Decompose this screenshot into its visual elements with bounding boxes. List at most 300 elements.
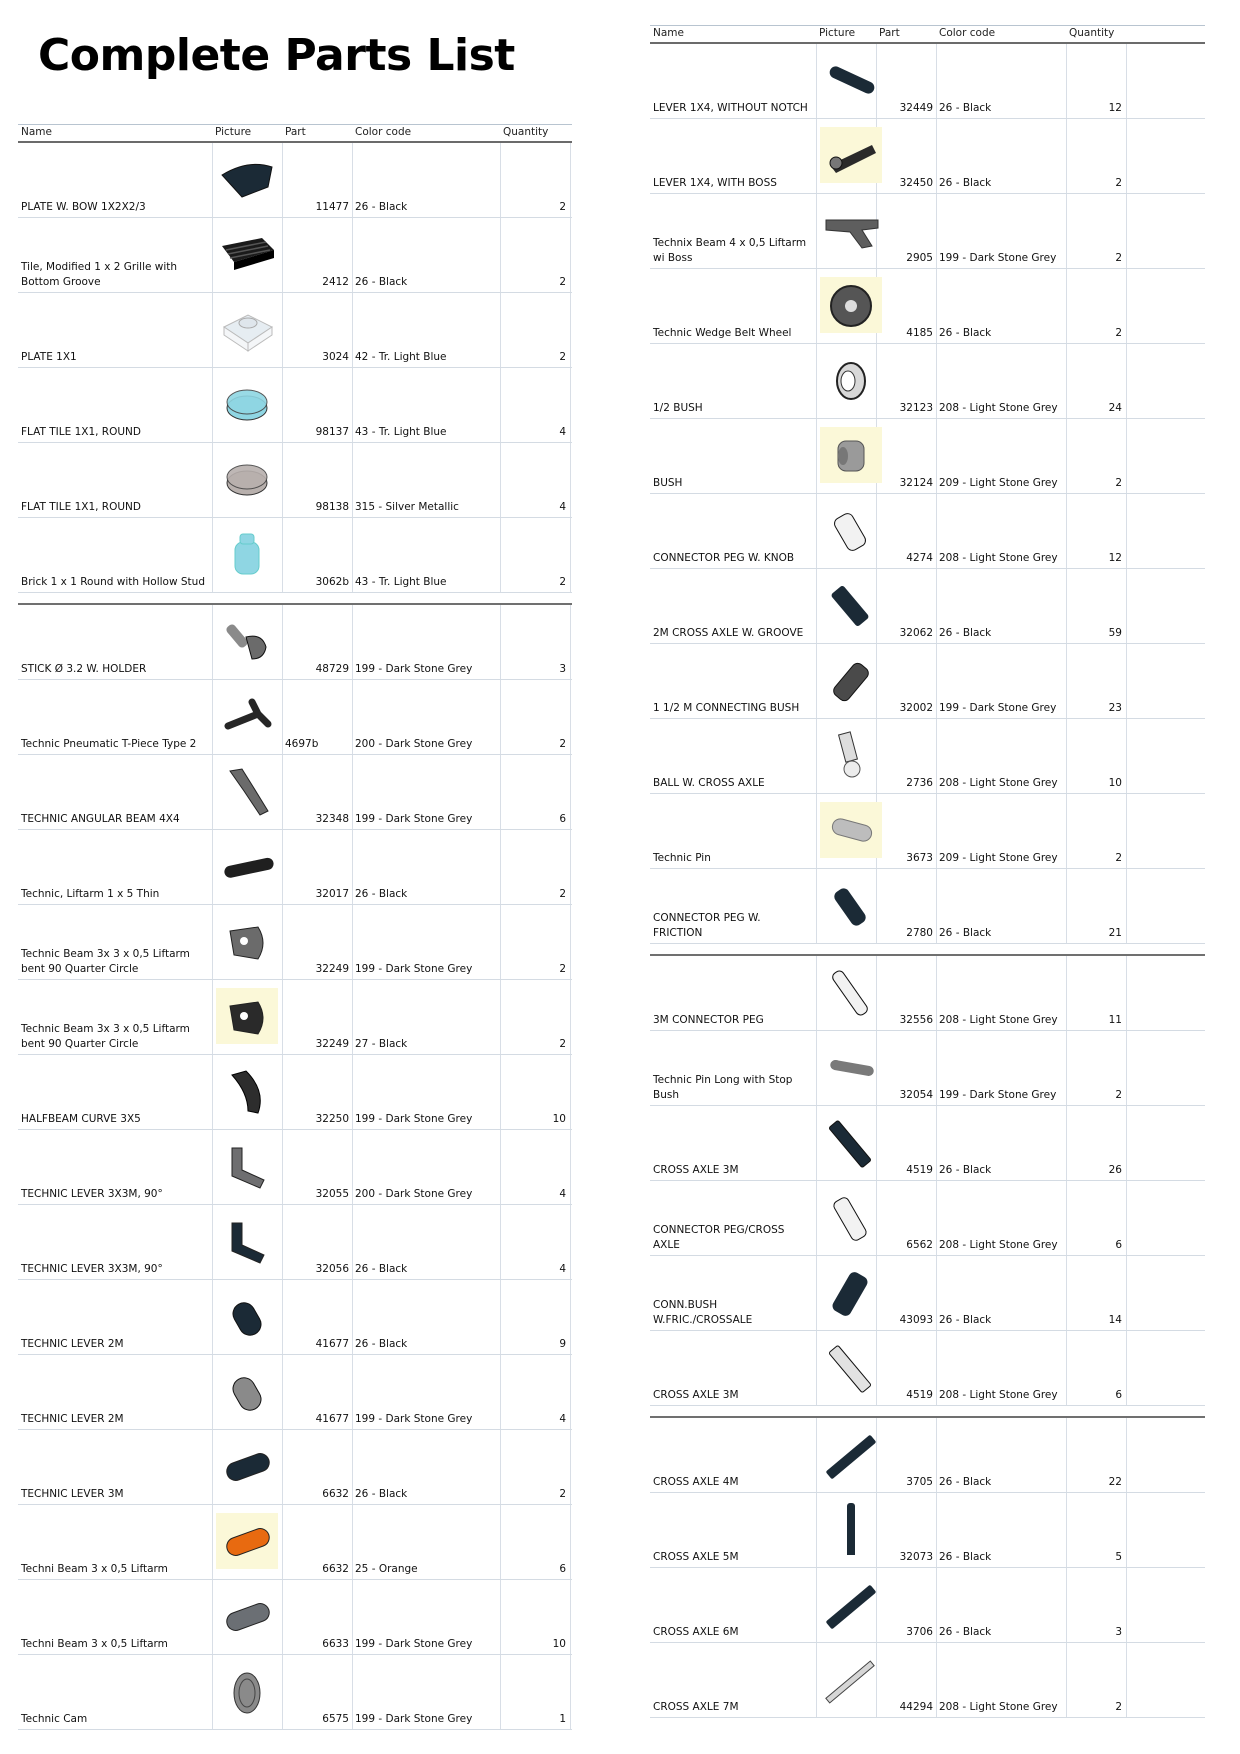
table-row: [650, 194, 1205, 269]
cell-divider: [352, 1055, 353, 1129]
column-header-part: Part: [879, 27, 900, 39]
t-piece-icon: [216, 688, 278, 744]
part-number: 32073: [899, 1551, 933, 1563]
quantity: 4: [559, 501, 566, 513]
part-name: 2M CROSS AXLE W. GROOVE: [653, 627, 804, 639]
axle-2m-icon: [820, 577, 882, 633]
part-name: 1 1/2 M CONNECTING BUSH: [653, 702, 800, 714]
cell-divider: [570, 980, 571, 1054]
part-number: 4697b: [285, 738, 319, 750]
cell-divider: [816, 1568, 817, 1642]
cell-divider: [1126, 194, 1127, 268]
cell-divider: [570, 680, 571, 754]
color-code: 199 - Dark Stone Grey: [355, 1638, 473, 1650]
part-name: Tile, Modified 1 x 2 Grille with Bottom Groove: [21, 261, 178, 288]
quantity: 2: [559, 963, 566, 975]
quarter-circle-icon: [216, 988, 278, 1044]
part-name: Technic Beam 3x 3 x 0,5 Liftarm bent 90 Quarter Circle: [21, 1023, 190, 1050]
cell-divider: [1126, 1418, 1127, 1492]
color-code: 208 - Light Stone Grey: [939, 777, 1058, 789]
cell-divider: [570, 518, 571, 592]
part-name: STICK Ø 3.2 W. HOLDER: [21, 663, 147, 675]
cell-divider: [352, 1580, 353, 1654]
cell-divider: [936, 956, 937, 1030]
color-code: 208 - Light Stone Grey: [939, 1014, 1058, 1026]
cell-divider: [816, 269, 817, 343]
part-number: 32250: [315, 1113, 349, 1125]
part-number: 43093: [899, 1314, 933, 1326]
peg-axle-icon: [820, 1189, 882, 1245]
table-row: [18, 1505, 572, 1580]
quantity: 59: [1108, 627, 1122, 639]
table-row: [18, 1355, 572, 1430]
lever-3m-icon: [216, 1513, 278, 1569]
color-code: 26 - Black: [939, 102, 992, 114]
quantity: 6: [559, 1563, 566, 1575]
quantity: 2: [559, 201, 566, 213]
table-row: [650, 1106, 1205, 1181]
quantity: 1: [559, 1713, 566, 1725]
part-name: PLATE W. BOW 1X2X2/3: [21, 201, 146, 213]
cell-divider: [212, 1130, 213, 1204]
color-code: 199 - Dark Stone Grey: [355, 963, 473, 975]
part-number: 4519: [906, 1389, 933, 1401]
cell-divider: [816, 119, 817, 193]
table-row: [650, 1181, 1205, 1256]
cell-divider: [1126, 1256, 1127, 1330]
half-bush-icon: [820, 352, 882, 408]
part-name: PLATE 1X1: [21, 351, 77, 363]
table-row: [18, 518, 572, 593]
cell-divider: [816, 1031, 817, 1105]
part-number: 32062: [899, 627, 933, 639]
cell-divider: [936, 1256, 937, 1330]
cell-divider: [212, 1355, 213, 1429]
color-code: 26 - Black: [355, 1338, 408, 1350]
part-number: 32054: [899, 1089, 933, 1101]
cell-divider: [816, 794, 817, 868]
column-header-part: Part: [285, 126, 306, 138]
lever-90-icon: [216, 1213, 278, 1269]
table-row: [650, 1031, 1205, 1106]
cell-divider: [212, 443, 213, 517]
table-row: [650, 1568, 1205, 1643]
round-brick-icon: [216, 526, 278, 582]
table-row: [18, 905, 572, 980]
color-code: 199 - Dark Stone Grey: [355, 1713, 473, 1725]
part-number: 2780: [906, 927, 933, 939]
part-number: 32450: [899, 177, 933, 189]
column-header-color-code: Color code: [939, 27, 996, 39]
quantity: 22: [1108, 1476, 1122, 1488]
lever-90-icon: [216, 1138, 278, 1194]
bush-icon: [820, 427, 882, 483]
table-row: [18, 293, 572, 368]
cell-divider: [936, 1106, 937, 1180]
part-number: 32017: [315, 888, 349, 900]
cell-divider: [816, 494, 817, 568]
cell-divider: [1126, 119, 1127, 193]
axle-vertical-icon: [820, 1501, 882, 1557]
quantity: 24: [1108, 402, 1122, 414]
part-number: 11477: [315, 201, 349, 213]
part-name: CONN.BUSH W.FRIC./CROSSALE: [653, 1299, 753, 1326]
quantity: 2: [1115, 477, 1122, 489]
part-name: TECHNIC LEVER 3X3M, 90°: [21, 1263, 163, 1275]
part-number: 32556: [899, 1014, 933, 1026]
cell-divider: [212, 1505, 213, 1579]
connecting-bush-icon: [820, 652, 882, 708]
part-name: Technix Beam 4 x 0,5 Liftarm wi Boss: [653, 237, 807, 264]
quantity: 2: [1115, 327, 1122, 339]
cell-divider: [570, 1130, 571, 1204]
part-number: 32124: [899, 477, 933, 489]
part-name: TECHNIC ANGULAR BEAM 4X4: [21, 813, 180, 825]
part-number: 48729: [315, 663, 349, 675]
color-code: 200 - Dark Stone Grey: [355, 738, 473, 750]
part-name: TECHNIC LEVER 2M: [21, 1338, 124, 1350]
table-row: [18, 830, 572, 905]
plate-1x1-icon: [216, 301, 278, 357]
cell-divider: [570, 1430, 571, 1504]
color-code: 26 - Black: [939, 1314, 992, 1326]
cell-divider: [936, 719, 937, 793]
part-name: CROSS AXLE 3M: [653, 1389, 739, 1401]
table-row: [650, 1418, 1205, 1493]
cell-divider: [212, 293, 213, 367]
cell-divider: [1126, 269, 1127, 343]
cell-divider: [352, 143, 353, 217]
part-number: 98137: [315, 426, 349, 438]
cell-divider: [352, 1430, 353, 1504]
part-number: 6632: [322, 1563, 349, 1575]
quantity: 4: [559, 1263, 566, 1275]
cell-divider: [1126, 956, 1127, 1030]
part-name: Technic, Liftarm 1 x 5 Thin: [21, 888, 160, 900]
part-number: 32055: [315, 1188, 349, 1200]
color-code: 199 - Dark Stone Grey: [355, 1413, 473, 1425]
quantity: 23: [1108, 702, 1122, 714]
cell-divider: [816, 1418, 817, 1492]
cell-divider: [570, 368, 571, 442]
part-name: BALL W. CROSS AXLE: [653, 777, 765, 789]
cell-divider: [936, 1493, 937, 1567]
cell-divider: [570, 905, 571, 979]
cell-divider: [816, 344, 817, 418]
table-row: [18, 680, 572, 755]
table-row: [650, 44, 1205, 119]
curved-slope-icon: [216, 151, 278, 207]
part-name: TECHNIC LEVER 3M: [21, 1488, 124, 1500]
table-row: [18, 1130, 572, 1205]
conn-bush-icon: [820, 1264, 882, 1320]
axle-icon: [820, 1114, 882, 1170]
part-number: 98138: [315, 501, 349, 513]
cell-divider: [936, 1331, 937, 1405]
table-row: [18, 980, 572, 1055]
cell-divider: [570, 1505, 571, 1579]
cell-divider: [212, 605, 213, 679]
cell-divider: [936, 119, 937, 193]
cell-divider: [212, 1580, 213, 1654]
color-code: 209 - Light Stone Grey: [939, 852, 1058, 864]
cell-divider: [352, 1505, 353, 1579]
color-code: 42 - Tr. Light Blue: [355, 351, 447, 363]
quantity: 3: [1115, 1626, 1122, 1638]
table-row: [18, 218, 572, 293]
cell-divider: [936, 269, 937, 343]
cell-divider: [352, 443, 353, 517]
lever-3m-icon: [216, 1438, 278, 1494]
color-code: 199 - Dark Stone Grey: [939, 702, 1057, 714]
quantity: 4: [559, 426, 566, 438]
quantity: 10: [1108, 777, 1122, 789]
table-header: [650, 25, 1205, 44]
cell-divider: [816, 1493, 817, 1567]
part-name: 1/2 BUSH: [653, 402, 703, 414]
part-name: CROSS AXLE 4M: [653, 1476, 739, 1488]
cell-divider: [1126, 419, 1127, 493]
cell-divider: [1126, 1331, 1127, 1405]
quantity: 14: [1108, 1314, 1122, 1326]
color-code: 25 - Orange: [355, 1563, 418, 1575]
cell-divider: [352, 1655, 353, 1729]
color-code: 26 - Black: [939, 627, 992, 639]
color-code: 26 - Black: [355, 276, 408, 288]
part-name: LEVER 1X4, WITHOUT NOTCH: [653, 102, 808, 114]
part-number: 41677: [315, 1413, 349, 1425]
part-name: CONNECTOR PEG W. KNOB: [653, 552, 795, 564]
lever-2m-icon: [216, 1288, 278, 1344]
table-row: [18, 755, 572, 830]
cell-divider: [212, 143, 213, 217]
lever-2m-icon: [216, 1363, 278, 1419]
cell-divider: [352, 905, 353, 979]
column-header-picture: Picture: [215, 126, 252, 138]
part-number: 2736: [906, 777, 933, 789]
cell-divider: [936, 869, 937, 943]
part-name: TECHNIC LEVER 2M: [21, 1413, 124, 1425]
quantity: 2: [559, 888, 566, 900]
cell-divider: [570, 1205, 571, 1279]
cell-divider: [352, 518, 353, 592]
cell-divider: [570, 1580, 571, 1654]
table-row: [650, 719, 1205, 794]
quantity: 2: [559, 738, 566, 750]
color-code: 26 - Black: [355, 1488, 408, 1500]
part-name: TECHNIC LEVER 3X3M, 90°: [21, 1188, 163, 1200]
cell-divider: [570, 293, 571, 367]
halfbeam-curve-icon: [216, 1063, 278, 1119]
stick-holder-icon: [216, 613, 278, 669]
cell-divider: [816, 1106, 817, 1180]
table-row: [18, 1430, 572, 1505]
cell-divider: [570, 443, 571, 517]
cell-divider: [352, 293, 353, 367]
cell-divider: [936, 1643, 937, 1717]
color-code: 26 - Black: [939, 1476, 992, 1488]
part-number: 32123: [899, 402, 933, 414]
cell-divider: [816, 44, 817, 118]
part-number: 32249: [315, 963, 349, 975]
pin-icon: [820, 802, 882, 858]
table-row: [650, 494, 1205, 569]
cell-divider: [212, 755, 213, 829]
cell-divider: [1126, 719, 1127, 793]
cell-divider: [936, 1568, 937, 1642]
part-number: 6632: [322, 1488, 349, 1500]
color-code: 26 - Black: [355, 1263, 408, 1275]
page-title: Complete Parts List: [38, 30, 515, 81]
cell-divider: [352, 1130, 353, 1204]
cell-divider: [570, 1655, 571, 1729]
column-header-color-code: Color code: [355, 126, 412, 138]
friction-peg-icon: [820, 877, 882, 933]
cell-divider: [212, 368, 213, 442]
part-name: FLAT TILE 1X1, ROUND: [21, 426, 141, 438]
cell-divider: [352, 1205, 353, 1279]
cell-divider: [352, 830, 353, 904]
cell-divider: [1126, 869, 1127, 943]
wheel-icon: [820, 277, 882, 333]
cell-divider: [936, 644, 937, 718]
column-header-picture: Picture: [819, 27, 856, 39]
table-row: [18, 605, 572, 680]
cell-divider: [936, 419, 937, 493]
part-name: Techni Beam 3 x 0,5 Liftarm: [21, 1638, 168, 1650]
cell-divider: [212, 518, 213, 592]
round-tile-icon: [216, 376, 278, 432]
cell-divider: [212, 1430, 213, 1504]
cell-divider: [212, 1655, 213, 1729]
part-number: 3706: [906, 1626, 933, 1638]
cell-divider: [212, 218, 213, 292]
color-code: 26 - Black: [939, 177, 992, 189]
part-name: Technic Pin: [653, 852, 711, 864]
cell-divider: [570, 1355, 571, 1429]
column-header-name: Name: [21, 126, 52, 138]
cell-divider: [212, 830, 213, 904]
part-number: 32002: [899, 702, 933, 714]
cell-divider: [212, 1055, 213, 1129]
part-name: HALFBEAM CURVE 3X5: [21, 1113, 141, 1125]
cell-divider: [352, 605, 353, 679]
part-name: Technic Pneumatic T-Piece Type 2: [21, 738, 197, 750]
cell-divider: [936, 1418, 937, 1492]
quantity: 21: [1108, 927, 1122, 939]
part-name: Technic Cam: [21, 1713, 88, 1725]
quantity: 2: [1115, 1089, 1122, 1101]
part-number: 32348: [315, 813, 349, 825]
table-row: [650, 869, 1205, 944]
part-number: 3705: [906, 1476, 933, 1488]
cell-divider: [816, 644, 817, 718]
part-name: Brick 1 x 1 Round with Hollow Stud: [21, 576, 205, 588]
quantity: 4: [559, 1188, 566, 1200]
cell-divider: [1126, 1031, 1127, 1105]
peg-3m-icon: [820, 964, 882, 1020]
cell-divider: [816, 956, 817, 1030]
quantity: 2: [559, 351, 566, 363]
column-header-quantity: Quantity: [1069, 27, 1115, 39]
cell-divider: [570, 143, 571, 217]
quantity: 2: [1115, 1701, 1122, 1713]
cell-divider: [816, 1181, 817, 1255]
cell-divider: [1126, 794, 1127, 868]
quantity: 2: [1115, 252, 1122, 264]
quantity: 5: [1115, 1551, 1122, 1563]
parts-table-right: [650, 25, 1205, 1718]
quantity: 12: [1108, 552, 1122, 564]
lever-1x4-icon: [820, 52, 882, 108]
table-row: [18, 1055, 572, 1130]
color-code: 26 - Black: [939, 927, 992, 939]
part-number: 4519: [906, 1164, 933, 1176]
part-name: CROSS AXLE 6M: [653, 1626, 739, 1638]
cell-divider: [936, 794, 937, 868]
part-number: 3062b: [315, 576, 349, 588]
part-number: 6575: [322, 1713, 349, 1725]
quantity: 6: [559, 813, 566, 825]
quantity: 4: [559, 1413, 566, 1425]
quantity: 2: [1115, 177, 1122, 189]
table-row: [650, 956, 1205, 1031]
color-code: 208 - Light Stone Grey: [939, 1239, 1058, 1251]
color-code: 199 - Dark Stone Grey: [355, 1113, 473, 1125]
quantity: 2: [1115, 852, 1122, 864]
cell-divider: [1126, 344, 1127, 418]
quantity: 26: [1108, 1164, 1122, 1176]
table-row: [18, 1205, 572, 1280]
part-name: CROSS AXLE 7M: [653, 1701, 739, 1713]
color-code: 43 - Tr. Light Blue: [355, 426, 447, 438]
part-name: CROSS AXLE 3M: [653, 1164, 739, 1176]
cell-divider: [1126, 1181, 1127, 1255]
part-name: Technic Wedge Belt Wheel: [653, 327, 792, 339]
angular-beam-icon: [216, 763, 278, 819]
table-row: [18, 1280, 572, 1355]
cell-divider: [352, 980, 353, 1054]
color-code: 199 - Dark Stone Grey: [939, 1089, 1057, 1101]
color-code: 199 - Dark Stone Grey: [355, 663, 473, 675]
cell-divider: [1126, 1643, 1127, 1717]
quantity: 10: [552, 1113, 566, 1125]
cell-divider: [816, 1331, 817, 1405]
cell-divider: [352, 1355, 353, 1429]
table-row: [18, 443, 572, 518]
cell-divider: [816, 569, 817, 643]
color-code: 199 - Dark Stone Grey: [939, 252, 1057, 264]
color-code: 200 - Dark Stone Grey: [355, 1188, 473, 1200]
cell-divider: [936, 344, 937, 418]
cell-divider: [936, 44, 937, 118]
color-code: 26 - Black: [939, 1626, 992, 1638]
table-row: [18, 368, 572, 443]
table-row: [650, 794, 1205, 869]
part-number: 44294: [899, 1701, 933, 1713]
cell-divider: [936, 194, 937, 268]
color-code: 199 - Dark Stone Grey: [355, 813, 473, 825]
cell-divider: [352, 680, 353, 754]
ball-axle-icon: [820, 727, 882, 783]
color-code: 208 - Light Stone Grey: [939, 402, 1058, 414]
column-header-quantity: Quantity: [503, 126, 549, 138]
cell-divider: [570, 755, 571, 829]
table-row: [18, 143, 572, 218]
lever-3m-icon: [216, 1588, 278, 1644]
table-row: [650, 269, 1205, 344]
color-code: 26 - Black: [355, 888, 408, 900]
